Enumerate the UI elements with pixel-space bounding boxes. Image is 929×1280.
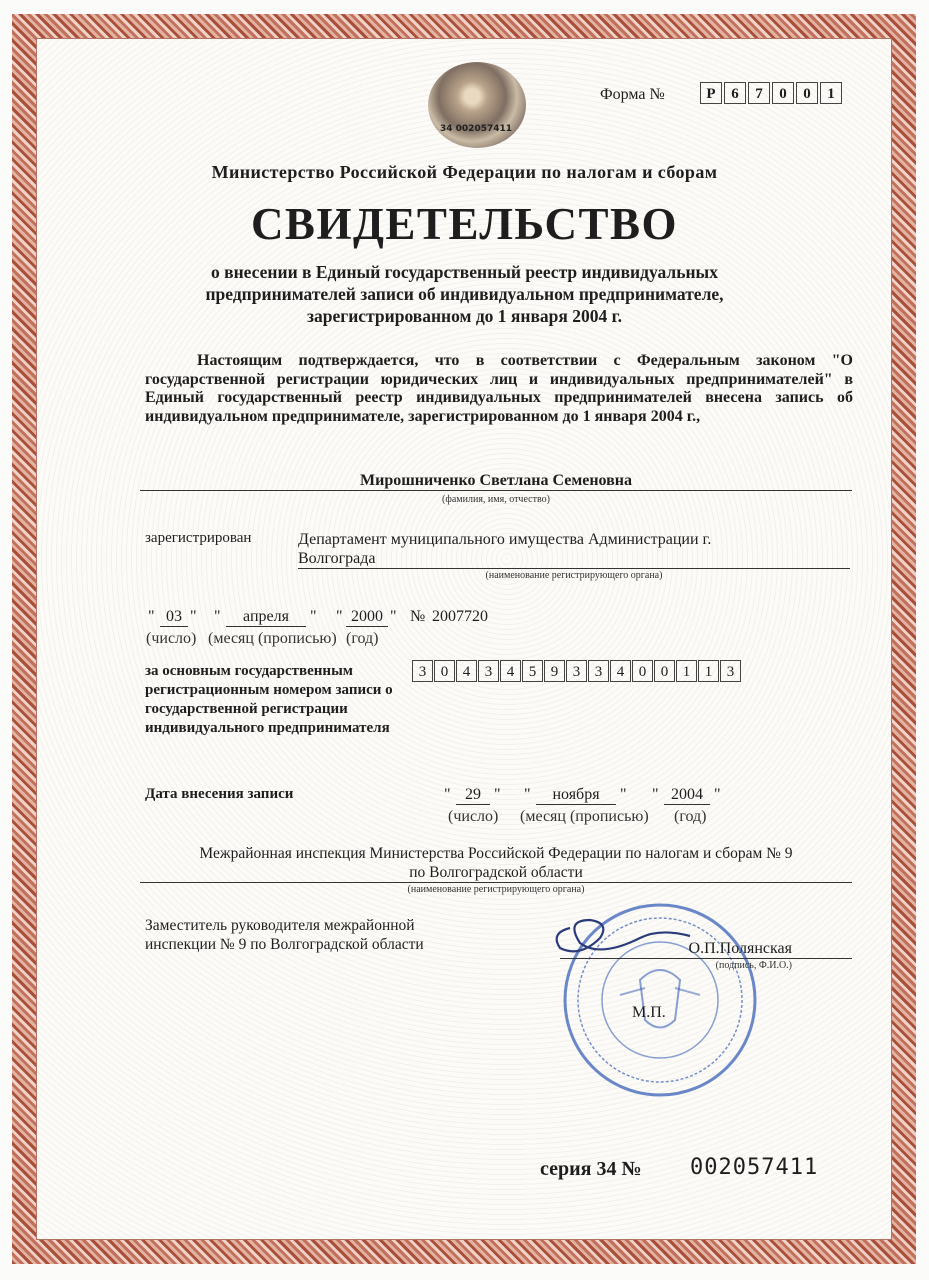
ogrn-digit: 3 — [566, 660, 587, 682]
subtitle-line: предпринимателей записи об индивидуальном предпринимателе, — [205, 284, 724, 304]
registering-organ — [298, 530, 850, 569]
ogrn-digit: 3 — [412, 660, 433, 682]
inspection-caption: (наименование регистрирующего органа) — [407, 884, 585, 895]
signature-caption: (подпись, Ф.И.О.) — [715, 960, 792, 971]
form-code-char: 6 — [724, 82, 746, 104]
entry-day-caption: (число) — [448, 808, 499, 825]
ogrn-digit: 0 — [632, 660, 653, 682]
person-name-caption: (фамилия, имя, отчество) — [442, 494, 550, 505]
ogrn-digit: 9 — [544, 660, 565, 682]
ogrn-digit: 0 — [654, 660, 675, 682]
signature — [540, 908, 720, 968]
ogrn-digit: 1 — [676, 660, 697, 682]
entry-year: 2004 — [664, 786, 710, 805]
form-label: Форма № — [600, 86, 665, 103]
registering-organ-line: Волгограда — [298, 549, 850, 569]
position-line: инспекции № 9 по Волгоградской области — [145, 936, 424, 953]
form-code-char: 0 — [772, 82, 794, 104]
hologram-number: 34 002057411 — [440, 124, 513, 134]
ogrn-digit: 3 — [478, 660, 499, 682]
registering-organ-caption: (наименование регистрирующего органа) — [485, 570, 663, 581]
registration-month-caption: (месяц (прописью) — [208, 630, 337, 647]
inspection-line: Межрайонная инспекция Министерства Российской Федерации по налогам и сборам № 9 — [199, 845, 793, 862]
registration-day: 03 — [160, 608, 188, 627]
subtitle-line: зарегистрированном до 1 января 2004 г. — [307, 306, 622, 326]
serial-label: серия 34 № — [540, 1158, 642, 1180]
ogrn-digit: 5 — [522, 660, 543, 682]
ministry-heading: Министерство Российской Федерации по налогам и сборам — [211, 162, 718, 182]
form-code-char: 0 — [796, 82, 818, 104]
ogrn-digit: 1 — [698, 660, 719, 682]
ogrn-label: за основным государственным регистрационным номером записи о государственной регистрации индивидуального предпринимателя — [145, 663, 393, 736]
person-name: Мирошниченко Светлана Семеновна — [140, 472, 852, 491]
entry-month-caption: (месяц (прописью) — [520, 808, 649, 825]
registration-month: апреля — [226, 608, 306, 627]
ogrn-digit: 4 — [500, 660, 521, 682]
position-line: Заместитель руководителя межрайонной — [145, 917, 415, 934]
registration-number-sign: № — [410, 608, 426, 625]
entry-day: 29 — [456, 786, 490, 805]
document-subtitle — [0, 261, 929, 327]
ogrn-digit: 4 — [610, 660, 631, 682]
form-code-boxes — [700, 82, 844, 104]
ogrn-boxes — [412, 660, 742, 682]
seal-mark: М.П. — [632, 1004, 666, 1021]
registered-label: зарегистрирован — [145, 530, 252, 546]
signatory-name: О.П.Полянская — [560, 940, 852, 959]
entry-year-caption: (год) — [674, 808, 707, 825]
registration-year: 2000 — [346, 608, 388, 627]
form-code-char: 7 — [748, 82, 770, 104]
form-code-char: Р — [700, 82, 722, 104]
registration-day-caption: (число) — [146, 630, 197, 647]
registration-year-caption: (год) — [346, 630, 379, 647]
signatory-position — [145, 916, 465, 954]
ogrn-digit: 0 — [434, 660, 455, 682]
confirmation-paragraph: Настоящим подтверждается, что в соответствии с Федеральным законом "О государственной регистрации юридических лиц и индивидуальных предпринимателей" в Единый государственный реестр индивидуальных предпринимателей внесена запись об индивидуальном предпринимателе, зарегистрированном до 1 января 2004 г., — [145, 352, 853, 425]
ogrn-digit: 4 — [456, 660, 477, 682]
registration-number: 2007720 — [432, 608, 488, 625]
subtitle-line: о внесении в Единый государственный реестр индивидуальных — [211, 262, 718, 282]
entry-date-label: Дата внесения записи — [145, 786, 294, 802]
ogrn-digit: 3 — [720, 660, 741, 682]
document-title: СВИДЕТЕЛЬСТВО — [250, 199, 679, 249]
inspection-line: по Волгоградской области — [140, 863, 852, 883]
hologram-seal — [428, 62, 526, 148]
registering-organ-line: Департамент муниципального имущества Администрации г. — [298, 531, 712, 548]
ogrn-digit: 3 — [588, 660, 609, 682]
serial-number: 002057411 — [690, 1155, 819, 1180]
entry-month: ноября — [536, 786, 616, 805]
inspection-organ — [140, 844, 852, 883]
form-code-char: 1 — [820, 82, 842, 104]
